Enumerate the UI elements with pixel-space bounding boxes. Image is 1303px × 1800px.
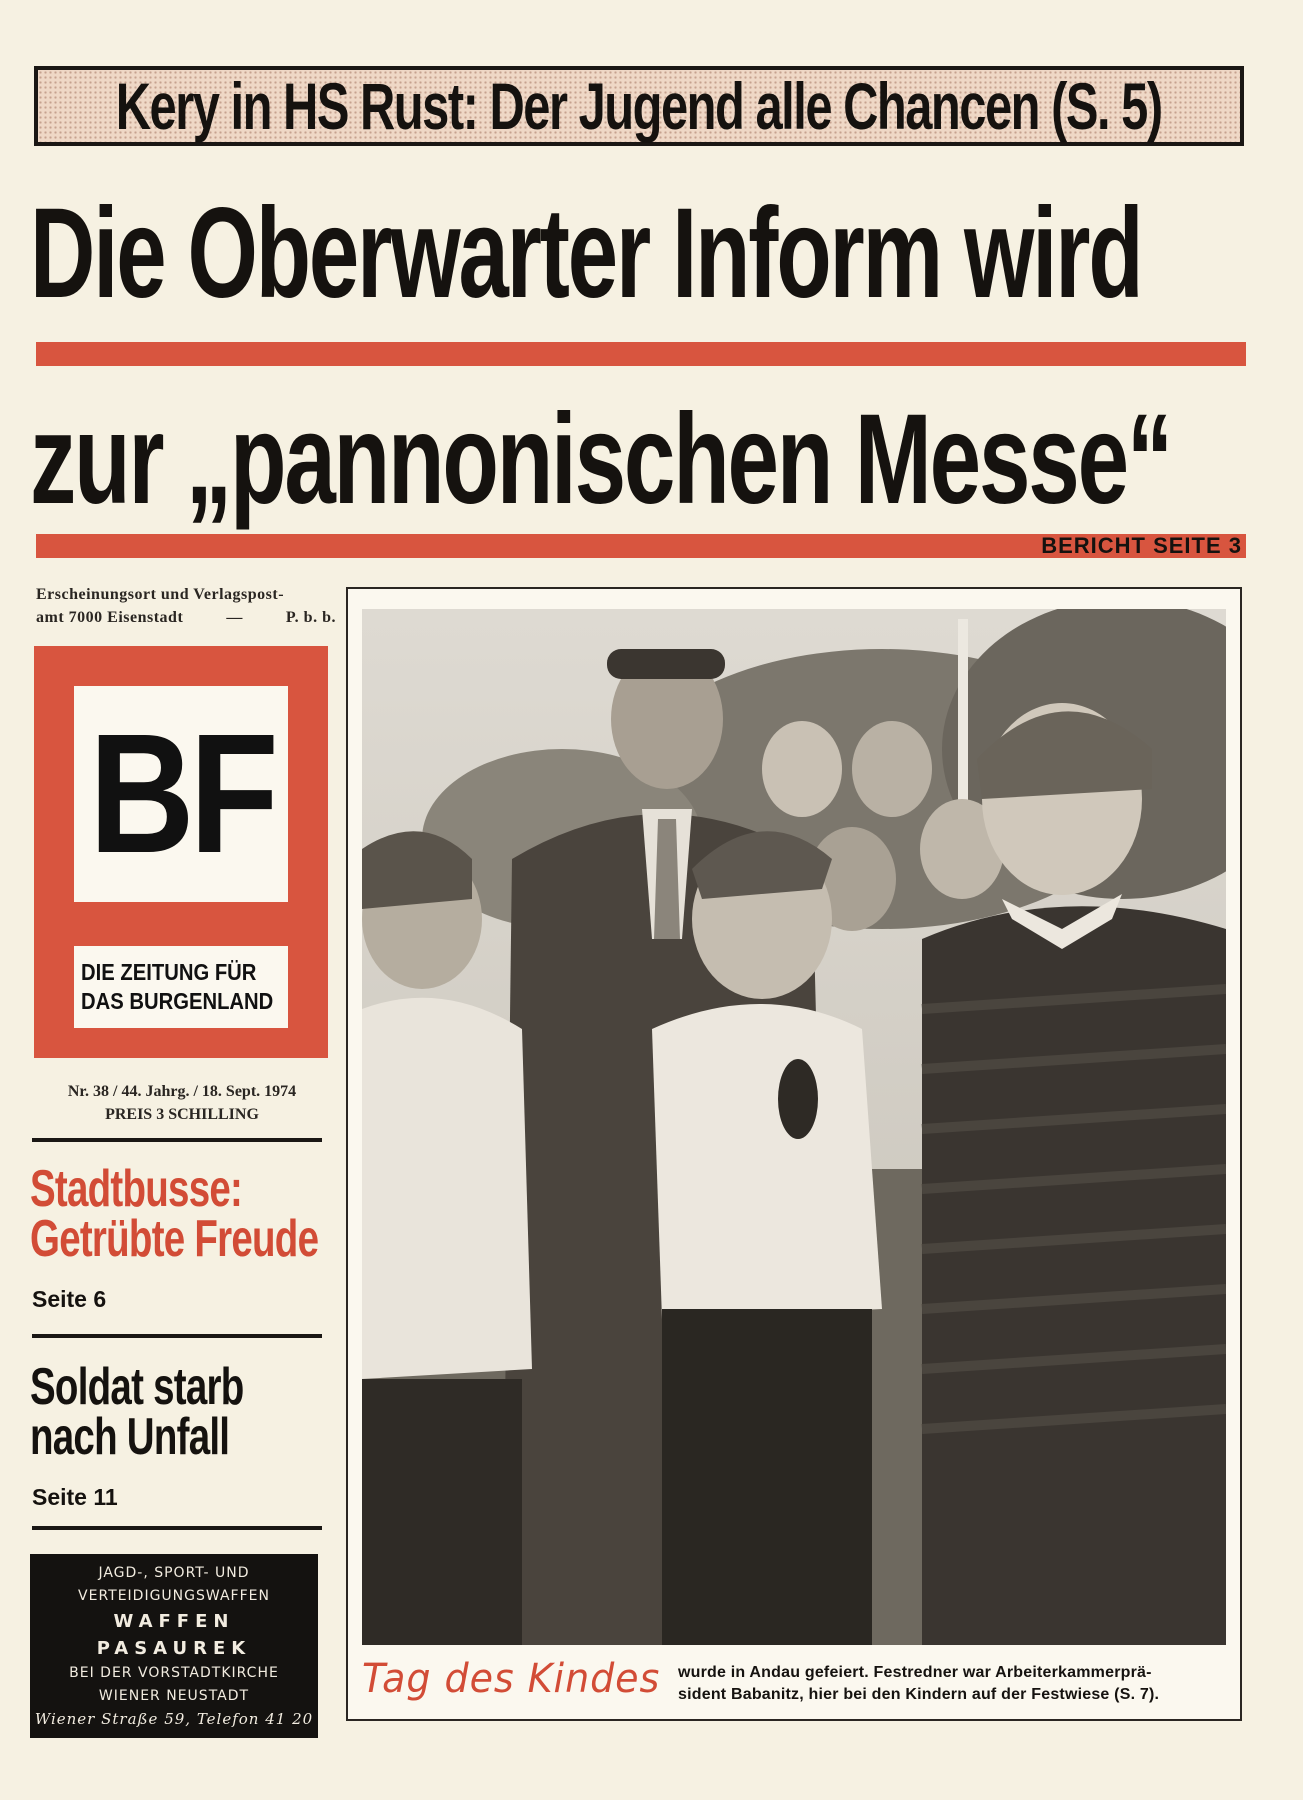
teaser-headline-line: nach Unfall <box>30 1408 230 1466</box>
top-headline-text: Kery in HS Rust: Der Jugend alle Chancen (S. 5) <box>116 69 1162 143</box>
red-divider-rule <box>36 342 1246 366</box>
ad-line: BEI DER VORSTADTKIRCHE <box>69 1664 279 1681</box>
teaser-headline <box>30 1358 244 1466</box>
ad-shop-name: WAFFEN <box>113 1610 235 1632</box>
news-photo <box>362 609 1226 1645</box>
report-reference: BERICHT SEITE 3 <box>1041 533 1242 558</box>
ad-address: Wiener Straße 59, Telefon 41 20 <box>34 1709 314 1728</box>
teaser-headline-line: Getrübte Freude <box>30 1210 319 1268</box>
imprint-postal: P. b. b. <box>285 609 336 626</box>
photo-illustration <box>362 609 1226 1645</box>
tagline-line-1: DIE ZEITUNG FÜR <box>81 959 257 985</box>
column-divider <box>32 1334 322 1338</box>
ad-line: VERTEIDIGUNGSWAFFEN <box>78 1587 270 1604</box>
column-divider <box>32 1138 322 1142</box>
imprint <box>36 583 336 629</box>
ad-shop-name: PASAUREK <box>96 1637 252 1659</box>
logo-panel <box>74 686 288 902</box>
issue-number: Nr. 38 / 44. Jahrg. / 18. Sept. 1974 <box>67 1083 297 1100</box>
photo-frame <box>346 587 1242 1721</box>
issue-price: PREIS 3 SCHILLING <box>105 1106 259 1123</box>
imprint-line-1: Erscheinungsort und Verlagspost- <box>36 586 285 603</box>
issue-info <box>36 1080 328 1126</box>
tagline-line-2: DAS BURGENLAND <box>81 988 274 1014</box>
main-headline-line-2: zur „pannonischen Messe“ <box>30 388 1171 531</box>
teaser-page-ref: Seite 6 <box>32 1286 107 1312</box>
teaser-headline-line: Soldat starb <box>30 1358 244 1416</box>
column-divider <box>32 1526 322 1530</box>
caption-line: sident Babanitz, hier bei den Kindern auf der Festwiese (S. 7). <box>678 1686 1160 1703</box>
ad-line: WIENER NEUSTADT <box>98 1687 250 1704</box>
photo-caption-text <box>678 1662 1234 1706</box>
teaser-headline-line: Stadtbusse: <box>30 1160 243 1218</box>
masthead-tagline <box>74 946 288 1028</box>
newspaper-logo: BF <box>88 699 274 889</box>
imprint-place: amt 7000 Eisenstadt <box>36 609 184 626</box>
teaser-headline <box>30 1160 319 1268</box>
imprint-dash: — <box>226 609 243 626</box>
masthead-logo-box <box>34 646 328 1058</box>
imprint-line-2 <box>36 606 336 629</box>
caption-line: wurde in Andau gefeiert. Festredner war Arbeiterkammerprä- <box>678 1664 1152 1681</box>
teaser-page-ref: Seite 11 <box>32 1484 118 1510</box>
ad-line: JAGD-, SPORT- UND <box>98 1564 250 1581</box>
advertisement <box>30 1554 318 1738</box>
top-headline-banner <box>34 66 1244 146</box>
main-headline-line-1: Die Oberwarter Inform wird <box>30 182 1142 325</box>
photo-caption-title: Tag des Kindes <box>362 1656 661 1702</box>
